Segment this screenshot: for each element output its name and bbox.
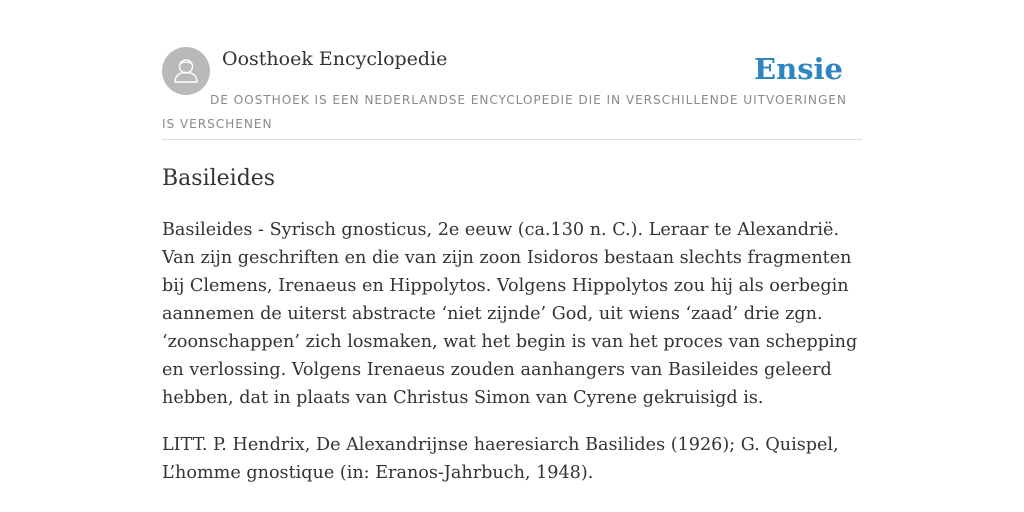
ensie-logo[interactable]: Ensie <box>754 52 843 86</box>
article-paragraph: Basileides - Syrisch gnosticus, 2e eeuw (ca.130 n. C.). Leraar te Alexandrië. Van zijn geschriften en die van zijn zoon Isidoros bestaan slechts fragmenten bij Clemens, Irenaeus en Hippolytos. Volgens Hippolytos zou hij als oerbegin aannemen de uiterst abstracte ‘niet zijnde’ God, uit wiens ‘zaad’ drie zgn. ‘zoonschappen’ zich losmaken, wat het begin is van het proces van schepping en verlossing. Volgens Irenaeus zouden aanhangers van Basileides geleerd hebben, dat in plaats van Christus Simon van Cyrene gekruisigd is. <box>162 220 858 408</box>
article-title: Basileides <box>162 166 276 191</box>
source-description: DE OOSTHOEK IS EEN NEDERLANDSE ENCYCLOPEDIE DIE IN VERSCHILLENDE UITVOERINGEN IS VERSCHENEN <box>162 93 847 131</box>
source-name-link[interactable]: Oosthoek Encyclopedie <box>222 48 448 70</box>
page-header <box>162 0 862 140</box>
literature-paragraph: LITT. P. Hendrix, De Alexandrijnse haeresiarch Basilides (1926); G. Quispel, L’homme gnostique (in: Eranos-Jahrbuch, 1948). <box>162 435 839 483</box>
